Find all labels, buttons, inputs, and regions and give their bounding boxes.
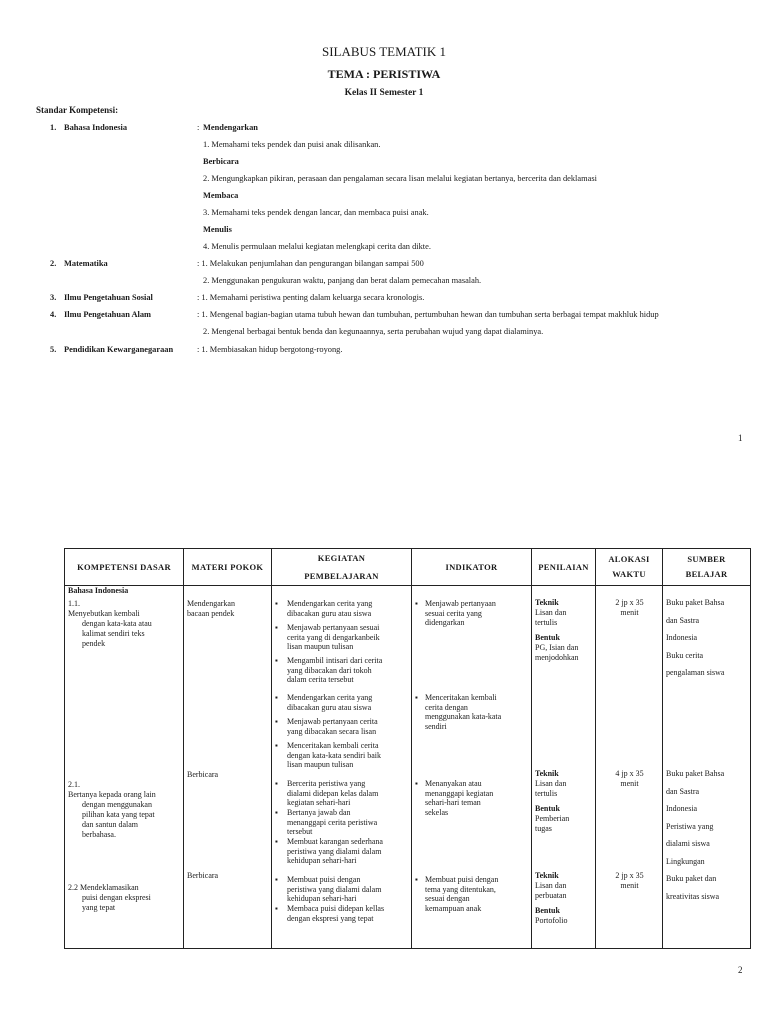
sk-text: : 1. Mengenal bagian-bagian utama tubuh hewan dan tumbuhan, pertumbuhan hewan dan tumbuhan serta berbagai tempat makhluk hidup (197, 310, 659, 319)
header-materi-pokok: MATERI POKOK (184, 549, 272, 586)
materi-cell (184, 586, 272, 949)
indikator-item-line: Menceritakan kembali (425, 693, 497, 702)
alokasi-line: menit (620, 881, 639, 890)
materi-line: Berbicara (187, 871, 219, 880)
table-header-row (65, 549, 751, 586)
kegiatan-cell (272, 586, 412, 949)
kd-line: Bertanya kepada orang lain (68, 790, 156, 799)
indikator-item-line: menanggapi kegiatan (425, 788, 494, 798)
header-kegiatan-text: KEGIATAN PEMBELAJARAN (304, 553, 379, 581)
kd-line: dan santun dalam (82, 820, 138, 829)
sumber-cell (663, 586, 751, 949)
penilaian-bentuk-value: menjodohkan (535, 652, 579, 662)
indikator-item-line: Menanyakan atau (425, 779, 482, 788)
kegiatan-item-line: tersebut (287, 827, 313, 837)
sk-text: 2. Mengenal berbagai bentuk benda dan kegunaannya, serta perubahan wujud yang dapat dialaminya. (203, 327, 544, 336)
sumber-line: Buku cerita (666, 650, 704, 660)
bullet-icon: ▪ (275, 808, 278, 817)
penilaian-bentuk-value: tugas (535, 823, 552, 833)
sumber-line: Buku paket Bahsa (666, 598, 725, 607)
bullet-icon: ▪ (415, 875, 418, 884)
kegiatan-item-line: peristiwa yang dialami dalam (287, 846, 382, 856)
sk-colon: : (197, 123, 200, 132)
materi-line: bacaan pendek (187, 609, 235, 618)
indikator-item-line: cerita dengan (425, 702, 468, 712)
sumber-line: Peristiwa yang (666, 821, 714, 831)
indikator-item-line: sesuai cerita yang (425, 608, 482, 618)
alokasi-line: 2 jp x 35 (615, 598, 644, 607)
sumber-line: Lingkungan (666, 856, 705, 866)
indikator-item-line: sekelas (425, 807, 449, 817)
kegiatan-item-line: cerita yang di dengarkanbeik (287, 632, 380, 642)
alokasi-line: menit (620, 608, 639, 617)
penilaian-teknik-value: Lisan dan (535, 779, 567, 788)
materi-line: Mendengarkan (187, 599, 235, 608)
kd-line: puisi dengan ekspresi (82, 893, 151, 902)
bullet-icon: ▪ (275, 599, 278, 608)
document-title: SILABUS TEMATIK 1 (322, 44, 446, 59)
materi-line: Berbicara (187, 770, 219, 779)
sk-subject: Bahasa Indonesia (64, 123, 128, 132)
theme-title: TEMA : PERISTIWA (327, 67, 441, 81)
kegiatan-item-line: Membaca puisi didepan kellas (287, 904, 385, 913)
sk-number: 2. (50, 259, 57, 268)
kegiatan-item-line: yang dibacakan secara lisan (287, 726, 377, 736)
penilaian-bentuk-label: Bentuk (535, 906, 560, 916)
sk-number: 1. (50, 123, 57, 132)
bullet-icon: ▪ (275, 875, 278, 884)
kd-line: berbahasa. (82, 830, 116, 839)
header-sumber-belajar (663, 549, 751, 586)
sk-number: 4. (50, 310, 57, 319)
sk-subheading: Berbicara (203, 157, 239, 166)
penilaian-teknik-label: Teknik (535, 769, 559, 778)
sumber-line: Indonesia (666, 633, 698, 642)
alokasi-line: 4 jp x 35 (615, 769, 644, 778)
kd-line: yang tepat (82, 903, 116, 912)
sk-text: 1. Memahami teks pendek dan puisi anak dilisankan. (203, 140, 381, 149)
kd-line: dengan menggunakan (82, 800, 152, 809)
sk-subject: Matematika (64, 259, 108, 268)
indikator-cell (412, 586, 532, 949)
penilaian-bentuk-value: Portofolio (535, 916, 568, 926)
kegiatan-item-line: Mendengarkan cerita yang (287, 599, 373, 608)
kegiatan-item-line: Mengambil intisari dari cerita (287, 656, 383, 665)
kd-line: pendek (82, 639, 106, 648)
kegiatan-item-line: Bercerita peristiwa yang (287, 779, 366, 788)
kegiatan-item-line: Menjawab pertanyaan sesuai (287, 623, 380, 632)
bullet-icon: ▪ (275, 904, 278, 913)
bullet-icon: ▪ (275, 837, 278, 846)
kegiatan-item-line: dialami didepan kelas dalam (287, 788, 379, 798)
sk-text: 3. Memahami teks pendek dengan lancar, dan membaca puisi anak. (203, 208, 429, 217)
kd-number: 2.1. (68, 780, 80, 789)
sk-number: 3. (50, 293, 57, 302)
kegiatan-item-line: yang dibacakan dari tokoh (287, 665, 372, 675)
header-alokasi-text: ALOKASI WAKTU (608, 554, 650, 579)
sk-text: : 1. Memahami peristiwa penting dalam keluarga secara kronologis. (197, 293, 425, 302)
kegiatan-item-line: Membuat puisi dengan (287, 875, 361, 884)
header-kegiatan-pembelajaran (272, 549, 412, 586)
penilaian-bentuk-value: Pemberian (535, 814, 570, 824)
kd-line: dengan kata-kata atau (82, 619, 152, 628)
kegiatan-item-line: lisan maupun tulisan (287, 642, 354, 652)
sk-text: 4. Menulis permulaan melalui kegiatan melengkapi cerita dan dikte. (203, 242, 431, 251)
sumber-line: dan Sastra (666, 615, 700, 625)
sumber-line: pengalaman siswa (666, 668, 725, 677)
sk-text: : 1. Melakukan penjumlahan dan pengurangan bilangan sampai 500 (197, 259, 424, 268)
kd-line: Menyebutkan kembali (68, 609, 140, 618)
indikator-item-line: tema yang ditentukan, (425, 884, 496, 894)
bullet-icon: ▪ (415, 779, 418, 788)
bullet-icon: ▪ (275, 656, 278, 665)
bullet-icon: ▪ (415, 599, 418, 608)
bullet-icon: ▪ (275, 741, 278, 750)
sumber-line: kreativitas siswa (666, 891, 720, 901)
sk-subheading: Mendengarkan (203, 123, 258, 132)
penilaian-teknik-value: tertulis (535, 788, 558, 798)
penilaian-bentuk-label: Bentuk (535, 804, 560, 814)
sk-number: 5. (50, 345, 57, 354)
sumber-line: Buku paket dan (666, 874, 717, 883)
penilaian-teknik-label: Teknik (535, 871, 559, 880)
page-number: 1 (738, 433, 743, 443)
alokasi-cell (596, 586, 663, 949)
indikator-item-line: sendiri (425, 721, 447, 731)
kd-line: 2.2 Mendeklamasikan (68, 883, 139, 892)
sk-text: : 1. Membiasakan hidup bergotong-royong. (197, 345, 343, 354)
kegiatan-item-line: Menjawab pertanyaan cerita (287, 717, 378, 726)
kd-cell (65, 586, 184, 949)
sk-text: 2. Menggunakan pengukuran waktu, panjang dan berat dalam pemecahan masalah. (203, 276, 482, 285)
sumber-line: Indonesia (666, 804, 698, 813)
penilaian-teknik-label: Teknik (535, 598, 559, 607)
header-alokasi-waktu (596, 549, 663, 586)
kd-subject: Bahasa Indonesia (68, 586, 129, 595)
penilaian-teknik-value: tertulis (535, 617, 558, 627)
standar-kompetensi-heading: Standar Kompetensi: (36, 105, 119, 115)
bullet-icon: ▪ (275, 693, 278, 702)
table-row (65, 586, 751, 949)
header-kompetensi-dasar: KOMPETENSI DASAR (65, 549, 184, 586)
indikator-item-line: kemampuan anak (425, 903, 482, 913)
kegiatan-item-line: menanggapi cerita peristiwa (287, 817, 378, 827)
sk-subject: Ilmu Pengetahuan Sosial (64, 293, 153, 302)
kegiatan-item-line: kehidupan sehari-hari (287, 894, 357, 904)
penilaian-cell (532, 586, 596, 949)
kegiatan-item-line: Menceritakan kembali cerita (287, 741, 379, 750)
kegiatan-item-line: peristiwa yang dialami dalam (287, 884, 382, 894)
indikator-item-line: menggunakan kata-kata (425, 712, 502, 722)
bullet-icon: ▪ (275, 717, 278, 726)
alokasi-line: 2 jp x 35 (615, 871, 644, 880)
kegiatan-item-line: dengan ekspresi yang tepat (287, 913, 374, 923)
penilaian-teknik-value: Lisan dan (535, 608, 567, 617)
indikator-item-line: sehari-hari teman (425, 798, 481, 808)
kd-line: kalimat sendiri teks (82, 629, 145, 638)
sk-subject: Ilmu Pengetahuan Alam (64, 310, 152, 319)
indikator-item-line: didengarkan (425, 618, 465, 628)
kegiatan-item-line: dengan kata-kata sendiri baik (287, 750, 381, 760)
kegiatan-item-line: dibacakan guru atau siswa (287, 608, 372, 618)
kegiatan-item-line: dibacakan guru atau siswa (287, 702, 372, 712)
sumber-line: dialami siswa (666, 839, 710, 848)
penilaian-teknik-value: Lisan dan (535, 881, 567, 890)
bullet-icon: ▪ (275, 623, 278, 632)
kd-line: pilihan kata yang tepat (82, 810, 155, 819)
kegiatan-item-line: kehidupan sehari-hari (287, 856, 357, 866)
sumber-line: Buku paket Bahsa (666, 769, 725, 778)
sumber-line: dan Sastra (666, 786, 700, 796)
silabus-table (64, 548, 751, 949)
indikator-item-line: Menjawab pertanyaan (425, 599, 496, 608)
kegiatan-item-line: Mendengarkan cerita yang (287, 693, 373, 702)
alokasi-line: menit (620, 779, 639, 788)
indikator-item-line: sesuai dengan (425, 894, 470, 904)
header-sumber-text: SUMBER BELAJAR (685, 554, 728, 579)
sk-text: 2. Mengungkapkan pikiran, perasaan dan pengalaman secara lisan melalui kegiatan bertanya, bercerita dan deklamasi (203, 174, 597, 183)
header-indikator: INDIKATOR (412, 549, 532, 586)
kegiatan-item-line: lisan maupun tulisan (287, 760, 354, 770)
class-semester: Kelas II Semester 1 (344, 88, 424, 98)
page-number: 2 (738, 965, 743, 975)
kd-number: 1.1. (68, 599, 80, 608)
penilaian-bentuk-value: PG, Isian dan (535, 643, 579, 653)
sk-subject: Pendidikan Kewarganegaraan (64, 345, 174, 354)
sk-subheading: Menulis (203, 225, 232, 234)
sk-subheading: Membaca (203, 191, 239, 200)
penilaian-teknik-value: perbuatan (535, 890, 567, 900)
header-penilaian: PENILAIAN (532, 549, 596, 586)
bullet-icon: ▪ (415, 693, 418, 702)
indikator-item-line: Membuat puisi dengan (425, 875, 499, 884)
kegiatan-item-line: dalam cerita tersebut (287, 675, 354, 685)
bullet-icon: ▪ (275, 779, 278, 788)
kegiatan-item-line: Membuat karangan sederhana (287, 837, 383, 846)
penilaian-bentuk-label: Bentuk (535, 633, 560, 643)
kegiatan-item-line: kegiatan sehari-hari (287, 798, 351, 808)
kegiatan-item-line: Bertanya jawab dan (287, 808, 351, 817)
